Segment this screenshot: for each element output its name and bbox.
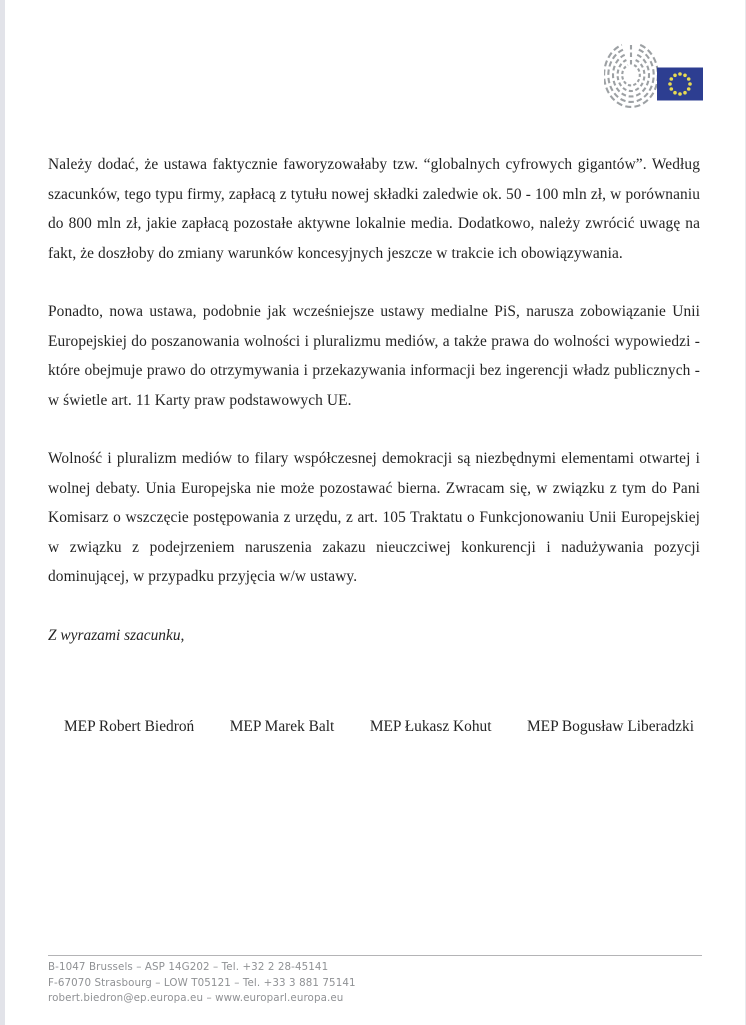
- closing-salutation: Z wyrazami szacunku,: [48, 626, 185, 644]
- signature-name-3: MEP Łukasz Kohut: [369, 718, 492, 735]
- paragraph-1: Należy dodać, że ustawa faktycznie faworyzowałaby tzw. “globalnych cyfrowych gigantów”. Według szacunków, tego typu firmy, zapłacą z tytułu nowej składki zaledwie ok. 50 - 100 mln zł, w porównaniu do 800 mln zł, jakie zapłacą pozostałe aktywne lokalnie media. Dodatkowo, należy zwrócić uwagę na fakt, że doszłoby do zmiany warunków koncesyjnych jeszcze w trakcie ich obowiązywania.: [48, 156, 700, 262]
- signature-name-2: MEP Marek Balt: [229, 718, 335, 735]
- signature-name-1: MEP Robert Biedroń: [64, 718, 195, 735]
- european-parliament-logo-icon: [604, 42, 704, 108]
- letter-body: [48, 150, 700, 737]
- paragraph-3: Wolność i pluralizm mediów to filary współczesnej demokracji są niezbędnymi elementami otwartej i wolnej debaty. Unia Europejska nie może pozostawać bierna. Zwracam się, w związku z tym do Pani Komisarz o wszczęcie postępowania z urzędu, z art. 105 Traktatu o Funkcjonowaniu Unii Europejskiej w związku z podejrzeniem naruszenia zakazu nieuczciwej konkurencji i nadużywania pozycji dominującej, w przypadku przyjęcia w/w ustawy.: [48, 450, 700, 585]
- footer-address-brussels: B-1047 Brussels – ASP 14G202 – Tel. +32 2 28-45141: [48, 961, 329, 973]
- footer-address-strasbourg: F-67070 Strasbourg – LOW T05121 – Tel. +33 3 881 75141: [48, 976, 356, 989]
- footer-contact: robert.biedron@ep.europa.eu – www.europarl.europa.eu: [48, 992, 344, 1004]
- paragraph-2: Ponadto, nowa ustawa, podobnie jak wcześniejsze ustawy medialne PiS, narusza zobowiązanie Unii Europejskiej do poszanowania wolności i pluralizmu mediów, a także prawa do wolności wypowiedzi - które obejmuje prawo do otrzymywania i przekazywania informacji bez ingerencji władz publicznych - w świetle art. 11 Karty praw podstawowych UE.: [48, 303, 700, 409]
- signature-name-4: MEP Bogusław Liberadzki: [527, 718, 694, 735]
- page-footer: [48, 955, 702, 1007]
- signature-row: [48, 717, 700, 737]
